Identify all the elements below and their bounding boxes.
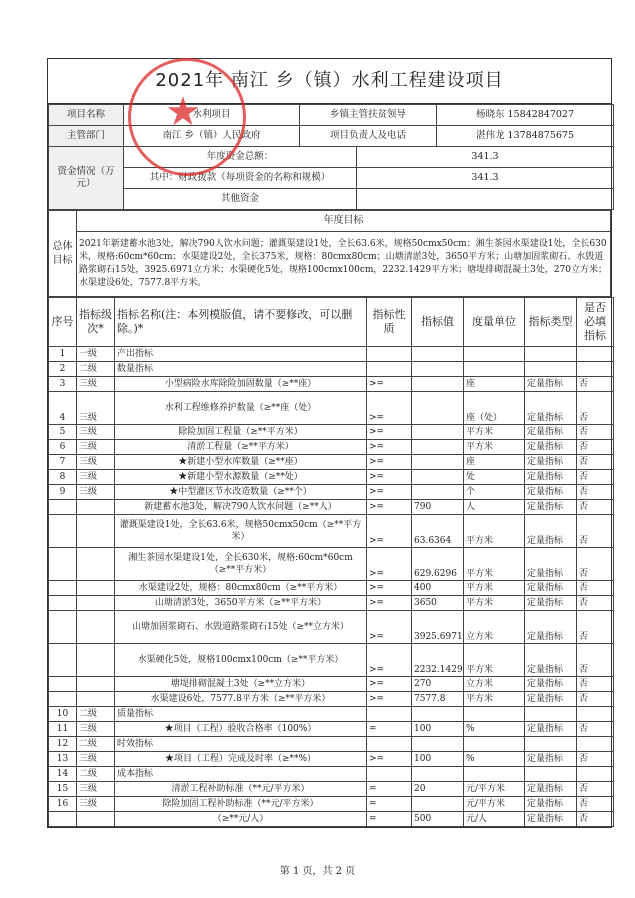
- table-cell: [77, 812, 115, 827]
- table-cell: 10: [49, 707, 77, 722]
- table-cell: 平方米: [464, 596, 525, 611]
- table-cell: [412, 377, 464, 392]
- table-cell: >=: [367, 596, 412, 611]
- table-cell: 11: [49, 722, 77, 737]
- manager: 湛伟龙 13784875675: [437, 126, 614, 147]
- table-cell: 否: [577, 722, 614, 737]
- table-cell: 三级: [77, 377, 115, 392]
- column-header: 度量单位: [464, 298, 525, 347]
- table-cell: 3650: [412, 596, 464, 611]
- table-cell: >=: [367, 644, 412, 677]
- table-cell: [412, 425, 464, 440]
- column-header: 指标类型: [525, 298, 577, 347]
- table-row: [49, 692, 614, 707]
- leader: 杨晓东 15842847027: [437, 105, 614, 126]
- table-cell: 16: [49, 797, 77, 812]
- table-cell: 否: [577, 644, 614, 677]
- indicators-table: [48, 297, 614, 827]
- table-cell: 元/平方米: [464, 782, 525, 797]
- table-cell: 400: [412, 581, 464, 596]
- table-cell: 座: [464, 455, 525, 470]
- column-header: 指标名称(注：本列模版值，请不要修改，可以删除。)*: [115, 298, 367, 347]
- table-cell: 定量指标: [525, 677, 577, 692]
- table-cell: [464, 737, 525, 752]
- table-cell: [49, 692, 77, 707]
- table-row: [49, 362, 614, 377]
- leader-label: 乡镇主管扶贫领导: [300, 105, 437, 126]
- table-cell: [367, 767, 412, 782]
- table-cell: 定量指标: [525, 470, 577, 485]
- table-cell: 3: [49, 377, 77, 392]
- fiscal-value: 341.3: [357, 168, 614, 189]
- table-cell: [412, 485, 464, 500]
- table-cell: [412, 470, 464, 485]
- table-cell: 二级: [77, 707, 115, 722]
- table-cell: >=: [367, 377, 412, 392]
- column-header: 序号: [49, 298, 77, 347]
- table-cell: 否: [577, 500, 614, 515]
- table-cell: [367, 347, 412, 362]
- table-cell: >=: [367, 485, 412, 500]
- table-cell: 平方米: [464, 644, 525, 677]
- table-cell: [412, 392, 464, 425]
- column-header: 是否必填指标: [577, 298, 614, 347]
- table-cell: 7577.8: [412, 692, 464, 707]
- table-header: [49, 298, 614, 347]
- table-row: [49, 455, 614, 470]
- table-cell: 500: [412, 812, 464, 827]
- table-cell: 4: [49, 392, 77, 425]
- table-cell: [525, 737, 577, 752]
- table-cell: [77, 548, 115, 581]
- table-cell: 塘堤排砌混凝土3处（≥**立方米）: [115, 677, 367, 692]
- table-cell: 立方米: [464, 611, 525, 644]
- table-cell: 否: [577, 752, 614, 767]
- table-row: [49, 548, 614, 581]
- table-cell: 2232.1429: [412, 644, 464, 677]
- table-cell: [412, 455, 464, 470]
- table-cell: 否: [577, 392, 614, 425]
- table-cell: 时效指标: [115, 737, 367, 752]
- table-cell: >=: [367, 677, 412, 692]
- table-cell: 座: [464, 377, 525, 392]
- table-cell: 座（处）: [464, 392, 525, 425]
- table-cell: 三级: [77, 455, 115, 470]
- table-cell: 湘生茶园水渠建设1处，全长630米，规格:60cm*60cm（≥**平方米）: [115, 548, 367, 581]
- table-cell: 三级: [77, 752, 115, 767]
- table-row: [49, 500, 614, 515]
- table-row: [49, 596, 614, 611]
- table-cell: [49, 596, 77, 611]
- table-cell: 三级: [77, 470, 115, 485]
- table-cell: >=: [367, 392, 412, 425]
- table-cell: [412, 347, 464, 362]
- table-cell: [412, 767, 464, 782]
- table-cell: 三级: [77, 392, 115, 425]
- table-cell: 清淤工程量（≥**平方米）: [115, 440, 367, 455]
- table-cell: 6: [49, 440, 77, 455]
- table-cell: 否: [577, 548, 614, 581]
- table-cell: 否: [577, 455, 614, 470]
- table-row: [49, 425, 614, 440]
- table-cell: ★项目（工程）完成及时率（≥**%）: [115, 752, 367, 767]
- table-cell: [577, 707, 614, 722]
- table-cell: 定量指标: [525, 581, 577, 596]
- table-cell: [525, 767, 577, 782]
- column-header: 指标值: [412, 298, 464, 347]
- table-cell: 灌溉渠建设1处，全长63.6米，规格50cmx50cm（≥**平方米）: [115, 515, 367, 548]
- table-cell: [525, 347, 577, 362]
- table-cell: 定量指标: [525, 425, 577, 440]
- table-cell: 平方米: [464, 548, 525, 581]
- table-cell: 否: [577, 515, 614, 548]
- table-cell: >=: [367, 611, 412, 644]
- table-cell: >=: [367, 515, 412, 548]
- official-seal: ★: [128, 58, 246, 176]
- table-cell: 三级: [77, 440, 115, 455]
- table-cell: 质量指标: [115, 707, 367, 722]
- table-cell: [464, 362, 525, 377]
- table-cell: [577, 767, 614, 782]
- table-cell: 二级: [77, 737, 115, 752]
- table-cell: >=: [367, 548, 412, 581]
- table-row: [49, 377, 614, 392]
- table-cell: 9: [49, 485, 77, 500]
- table-cell: [49, 812, 77, 827]
- table-cell: 个: [464, 485, 525, 500]
- table-cell: 12: [49, 737, 77, 752]
- other-label: 其他资金: [124, 189, 357, 210]
- table-cell: 水渠建设6处，7577.8平方米（≥**平方米）: [115, 692, 367, 707]
- table-cell: ★项目（工程）验收合格率（100%）: [115, 722, 367, 737]
- table-cell: 水利工程维修养护数量（≥**座（处）: [115, 392, 367, 425]
- table-cell: 定量指标: [525, 377, 577, 392]
- table-cell: [367, 707, 412, 722]
- table-cell: >=: [367, 692, 412, 707]
- table-cell: >=: [367, 500, 412, 515]
- funds-label: 资金情况（万元）: [49, 147, 124, 210]
- table-row: [49, 737, 614, 752]
- info-table: [48, 104, 614, 210]
- table-cell: 2: [49, 362, 77, 377]
- table-cell: （≥**元/人）: [115, 812, 367, 827]
- table-cell: 处: [464, 470, 525, 485]
- table-row: [49, 515, 614, 548]
- table-cell: 一级: [77, 347, 115, 362]
- table-cell: 平方米: [464, 692, 525, 707]
- table-cell: =: [367, 812, 412, 827]
- goals-header: 年度目标: [77, 211, 611, 232]
- table-cell: [577, 347, 614, 362]
- table-row: [49, 485, 614, 500]
- table-cell: ★中型灌区节水改造数量（≥**个）: [115, 485, 367, 500]
- total-value: 341.3: [357, 147, 614, 168]
- project-name-label: 项目名称: [49, 105, 124, 126]
- table-cell: [77, 581, 115, 596]
- table-cell: =: [367, 797, 412, 812]
- table-cell: >=: [367, 752, 412, 767]
- goals-text: 2021年新建蓄水池3处，解决790人饮水问题；灌溉渠建设1处，全长63.6米，规格50cmx50cm；湘生茶园水渠建设1处，全长630米，规格:60cm*60cm；水渠建设2处，全长375米，规格：80cmx80cm；山塘清淤3处，3650平方米；山塘加固浆砌石、水毁道路浆砌石15处，3925.6971立方米；水渠硬化5处，规格100cmx100cm，2232.1429平方米；塘堤排砌混凝土3处，270立方米；水渠建设6处，7577.8平方米。: [77, 232, 611, 297]
- table-cell: 二级: [77, 767, 115, 782]
- table-cell: 20: [412, 782, 464, 797]
- table-cell: ★新建小型水源数量（≥**处）: [115, 470, 367, 485]
- table-cell: 定量指标: [525, 644, 577, 677]
- table-cell: >=: [367, 440, 412, 455]
- dept: 南江 乡（镇）人民政府: [124, 126, 300, 147]
- goals-table: [48, 210, 611, 297]
- table-cell: 平方米: [464, 581, 525, 596]
- table-row: [49, 782, 614, 797]
- table-cell: >=: [367, 425, 412, 440]
- table-cell: [49, 500, 77, 515]
- table-cell: 790: [412, 500, 464, 515]
- page-footer: 第 1 页，共 2 页: [279, 866, 356, 877]
- table-cell: [464, 707, 525, 722]
- table-cell: 产出指标: [115, 347, 367, 362]
- table-cell: 三级: [77, 797, 115, 812]
- goals-side-label: 总体目标: [49, 211, 77, 297]
- table-cell: 二级: [77, 362, 115, 377]
- table-cell: [49, 644, 77, 677]
- table-cell: 平方米: [464, 425, 525, 440]
- table-cell: [49, 548, 77, 581]
- other-value: [357, 189, 614, 210]
- table-cell: 63.6364: [412, 515, 464, 548]
- table-cell: 除险加固工程补助标准（**元/平方米）: [115, 797, 367, 812]
- table-cell: 立方米: [464, 677, 525, 692]
- column-header: 指标性质: [367, 298, 412, 347]
- page-title: 2021年 南江 乡（镇）水利工程建设项目: [48, 59, 611, 104]
- table-cell: 629.6296: [412, 548, 464, 581]
- table-cell: >=: [367, 455, 412, 470]
- table-cell: 否: [577, 692, 614, 707]
- project-name: 水利项目: [124, 105, 300, 126]
- table-cell: [77, 500, 115, 515]
- table-cell: 三级: [77, 782, 115, 797]
- table-cell: 否: [577, 581, 614, 596]
- table-cell: 15: [49, 782, 77, 797]
- table-cell: 否: [577, 611, 614, 644]
- table-cell: 定量指标: [525, 611, 577, 644]
- table-cell: 新建蓄水池3处，解决790人饮水问题（≥**人）: [115, 500, 367, 515]
- table-cell: 否: [577, 377, 614, 392]
- table-cell: [577, 737, 614, 752]
- table-cell: %: [464, 722, 525, 737]
- table-cell: 元/人: [464, 812, 525, 827]
- table-cell: [412, 440, 464, 455]
- table-cell: 100: [412, 722, 464, 737]
- table-cell: 定量指标: [525, 722, 577, 737]
- table-cell: 三级: [77, 722, 115, 737]
- table-cell: [77, 611, 115, 644]
- table-cell: [367, 737, 412, 752]
- table-cell: 否: [577, 440, 614, 455]
- table-cell: [577, 362, 614, 377]
- table-cell: 100: [412, 752, 464, 767]
- table-cell: 否: [577, 425, 614, 440]
- table-cell: 平方米: [464, 515, 525, 548]
- table-cell: 清淤工程补助标准（**元/平方米）: [115, 782, 367, 797]
- fiscal-label: 其中：财政拨款（每项资金的名称和规模）: [124, 168, 357, 189]
- table-cell: [49, 515, 77, 548]
- column-header: 指标级次*: [77, 298, 115, 347]
- table-cell: [412, 797, 464, 812]
- table-cell: 否: [577, 812, 614, 827]
- table-row: [49, 470, 614, 485]
- table-cell: 否: [577, 485, 614, 500]
- table-cell: [464, 767, 525, 782]
- table-cell: 三级: [77, 425, 115, 440]
- table-cell: 定量指标: [525, 596, 577, 611]
- table-row: [49, 767, 614, 782]
- table-row: [49, 707, 614, 722]
- dept-label: 主管部门: [49, 126, 124, 147]
- table-cell: 定量指标: [525, 812, 577, 827]
- table-cell: 水渠建设2处，规格：80cmx80cm（≥**平方米）: [115, 581, 367, 596]
- table-cell: 14: [49, 767, 77, 782]
- table-cell: 定量指标: [525, 515, 577, 548]
- table-cell: [49, 611, 77, 644]
- table-cell: 7: [49, 455, 77, 470]
- table-cell: 成本指标: [115, 767, 367, 782]
- table-cell: 定量指标: [525, 548, 577, 581]
- table-cell: 13: [49, 752, 77, 767]
- table-cell: 定量指标: [525, 797, 577, 812]
- table-cell: 否: [577, 797, 614, 812]
- table-cell: ★新建小型水库数量（≥**座）: [115, 455, 367, 470]
- table-cell: 人: [464, 500, 525, 515]
- table-cell: 否: [577, 782, 614, 797]
- table-cell: [77, 596, 115, 611]
- manager-label: 项目负责人及电话: [300, 126, 437, 147]
- table-cell: =: [367, 722, 412, 737]
- table-cell: [77, 644, 115, 677]
- table-cell: [412, 707, 464, 722]
- table-cell: 8: [49, 470, 77, 485]
- table-cell: 定量指标: [525, 485, 577, 500]
- table-cell: 三级: [77, 485, 115, 500]
- table-cell: [525, 362, 577, 377]
- table-cell: [49, 581, 77, 596]
- table-cell: 水渠硬化5处，规格100cmx100cm（≥**平方米）: [115, 644, 367, 677]
- table-cell: [77, 677, 115, 692]
- table-row: [49, 581, 614, 596]
- table-cell: 小型病险水库除险加固数量（≥**座）: [115, 377, 367, 392]
- table-cell: 否: [577, 677, 614, 692]
- table-cell: [525, 707, 577, 722]
- table-row: [49, 722, 614, 737]
- table-cell: 1: [49, 347, 77, 362]
- table-row: [49, 677, 614, 692]
- table-cell: >=: [367, 581, 412, 596]
- table-cell: 定量指标: [525, 782, 577, 797]
- table-row: [49, 812, 614, 827]
- table-cell: =: [367, 782, 412, 797]
- table-cell: 270: [412, 677, 464, 692]
- table-cell: 定量指标: [525, 440, 577, 455]
- table-cell: 山塘加固浆砌石、水毁道路浆砌石15处（≥**立方米）: [115, 611, 367, 644]
- table-cell: 平方米: [464, 440, 525, 455]
- project-form: [47, 58, 612, 828]
- table-cell: [412, 737, 464, 752]
- total-label: 年度资金总额：: [124, 147, 357, 168]
- table-cell: 定量指标: [525, 455, 577, 470]
- table-cell: 5: [49, 425, 77, 440]
- table-cell: 3925.6971: [412, 611, 464, 644]
- table-cell: 除险加固工程量（≥**平方米）: [115, 425, 367, 440]
- table-row: [49, 797, 614, 812]
- table-cell: [367, 362, 412, 377]
- table-cell: [464, 347, 525, 362]
- table-cell: 定量指标: [525, 692, 577, 707]
- table-row: [49, 752, 614, 767]
- table-cell: [49, 677, 77, 692]
- table-cell: 定量指标: [525, 752, 577, 767]
- table-cell: 否: [577, 596, 614, 611]
- table-cell: >=: [367, 470, 412, 485]
- table-cell: 数量指标: [115, 362, 367, 377]
- table-cell: 定量指标: [525, 392, 577, 425]
- table-cell: [412, 362, 464, 377]
- table-row: [49, 347, 614, 362]
- table-cell: %: [464, 752, 525, 767]
- table-row: [49, 440, 614, 455]
- table-row: [49, 611, 614, 644]
- table-cell: [77, 515, 115, 548]
- table-cell: 山塘清淤3处，3650平方米（≥**平方米）: [115, 596, 367, 611]
- table-row: [49, 392, 614, 425]
- table-cell: 否: [577, 470, 614, 485]
- table-cell: 定量指标: [525, 500, 577, 515]
- table-row: [49, 644, 614, 677]
- table-cell: 元/平方米: [464, 797, 525, 812]
- table-cell: [77, 692, 115, 707]
